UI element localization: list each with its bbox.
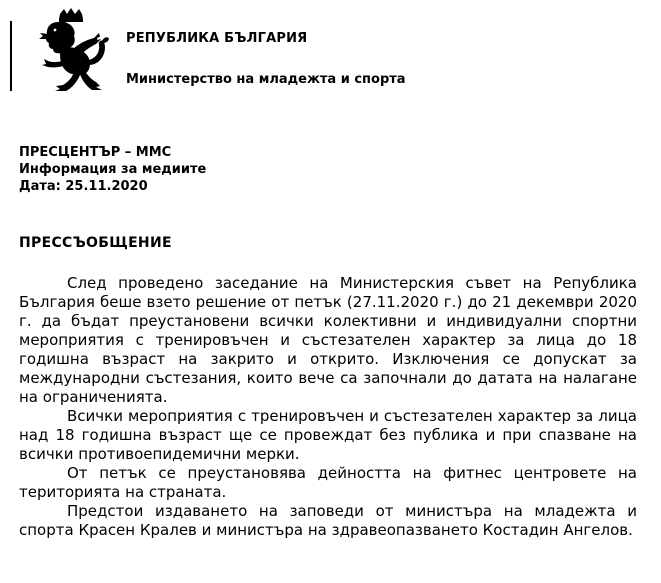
paragraph: Предстои издаването на заповеди от министъра на младежта и спорта Красен Кралев и министъра на здравеопазването Костадин Ангелов. (19, 502, 637, 539)
press-release-title: ПРЕССЪОБЩЕНИЕ (19, 235, 172, 251)
country-title: РЕПУБЛИКА БЪЛГАРИЯ (126, 31, 308, 46)
press-release-body (19, 274, 637, 540)
paragraph: След проведено заседание на Министерския съвет на Република България беше взето решение от петък (27.11.2020 г.) до 21 декември 2020 г. да бъдат преустановени всички колективни и индивидуални спортни мероприятия с тренировъчен и състезателен характер за лица до 18 годишна възраст на закрито и открито. Изключения се допускат за международни състезания, които вече са започнали до датата на налагане на ограниченията. (19, 274, 637, 406)
ministry-title: Министерство на младежта и спорта (126, 72, 406, 87)
media-info-label: Информация за медиите (19, 162, 207, 177)
press-info-block (19, 144, 206, 195)
coat-of-arms-lion-icon (36, 8, 110, 92)
press-center-label: ПРЕСЦЕНТЪР – ММС (19, 145, 172, 160)
paragraph: От петък се преустановява дейността на фитнес центровете на територията на страната. (19, 464, 637, 501)
date-label: Дата: 25.11.2020 (19, 179, 148, 194)
header-divider-line (10, 21, 12, 91)
paragraph: Всички мероприятия с тренировъчен и състезателен характер за лица над 18 годишна възраст ще се провеждат без публика и при спазване на всички противоепидемични мерки. (19, 407, 637, 463)
